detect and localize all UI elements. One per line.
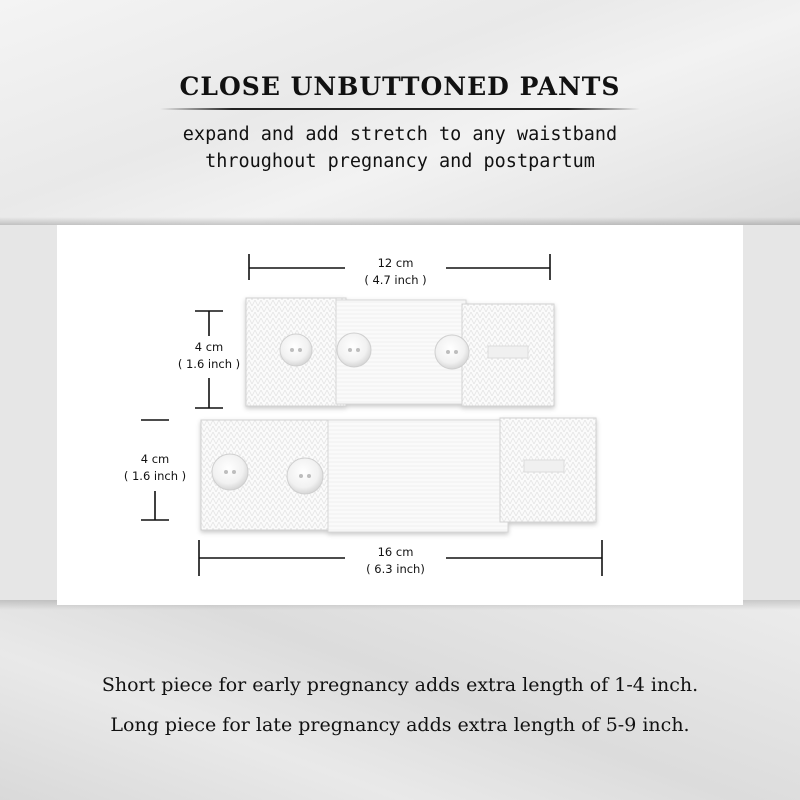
long-length-cm: 16 cm	[377, 545, 414, 559]
subtitle-line-1: expand and add stretch to any waistband	[182, 124, 618, 145]
short-length-label	[345, 255, 446, 289]
button-icon	[280, 334, 312, 366]
button-icon	[435, 335, 469, 369]
long-length-label	[345, 544, 446, 578]
short-height-label	[164, 339, 254, 373]
short-piece-caption: Short piece for early pregnancy adds extra length of 1-4 inch.	[101, 674, 699, 696]
short-length-in: ( 4.7 inch )	[364, 273, 427, 287]
button-icon	[337, 333, 371, 367]
short-length-cm: 12 cm	[377, 256, 414, 270]
short-height-in: ( 1.6 inch )	[177, 357, 241, 371]
long-length-in: ( 6.3 inch)	[366, 562, 425, 576]
button-icon	[287, 458, 323, 494]
long-piece-caption: Long piece for late pregnancy adds extra length of 5-9 inch.	[110, 714, 690, 736]
long-height-label	[110, 451, 200, 485]
long-height-cm: 4 cm	[140, 452, 170, 466]
subtitle-line-2: throughout pregnancy and postpartum	[205, 151, 595, 172]
button-icon	[212, 454, 248, 490]
long-height-in: ( 1.6 inch )	[123, 469, 187, 483]
long-extender	[201, 418, 596, 532]
short-height-cm: 4 cm	[194, 340, 224, 354]
page-title: CLOSE UNBUTTONED PANTS	[179, 72, 621, 101]
